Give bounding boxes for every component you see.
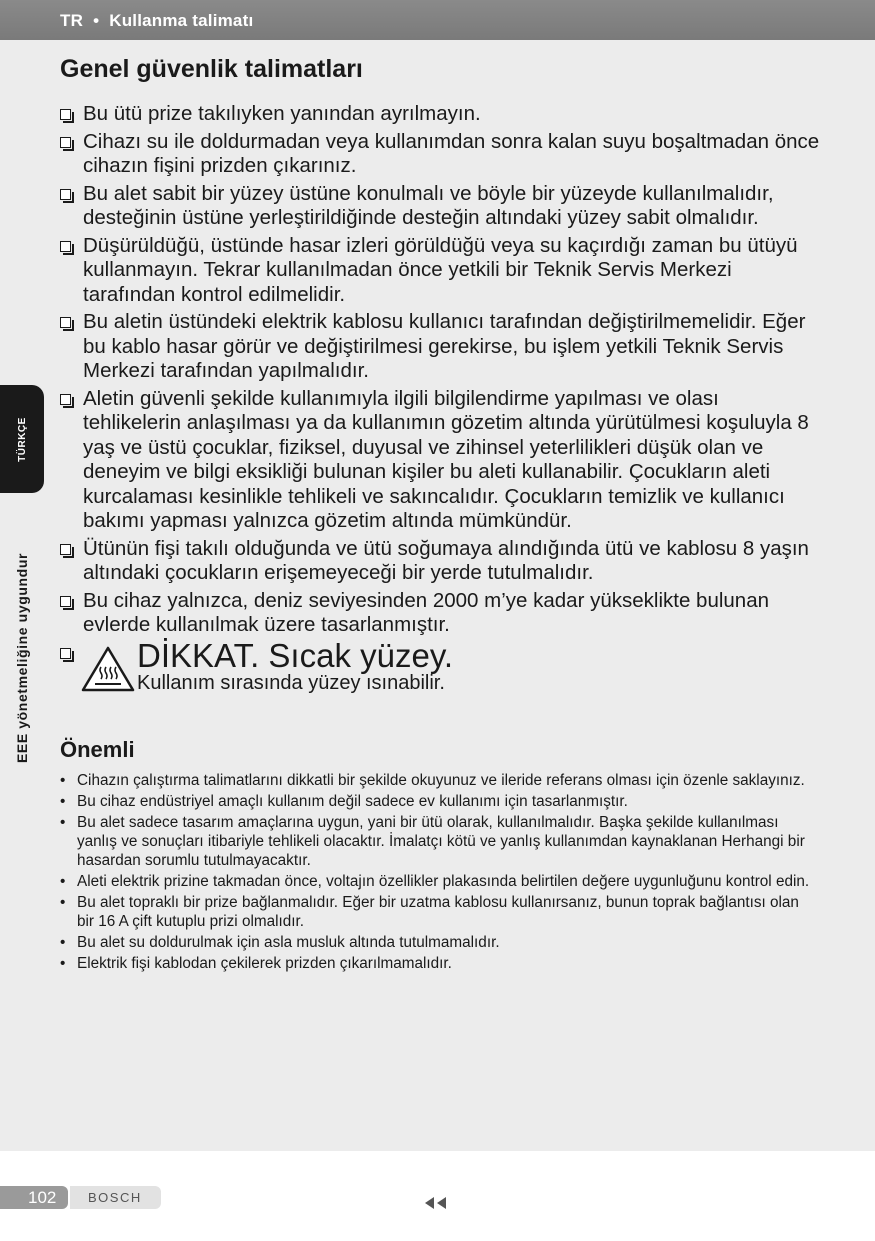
bullet: •: [60, 771, 66, 789]
important-note: [60, 872, 820, 891]
safety-rule: [60, 589, 820, 638]
safety-rule: [60, 310, 820, 384]
important-note-text: Bu alet su doldurulmak için asla musluk altında tutulmamalıdır.: [77, 933, 500, 951]
header-bar: [0, 0, 875, 40]
important-notes-list: [60, 771, 820, 973]
checkbox-bullet-icon: [60, 394, 71, 405]
safety-rule-text: Ütünün fişi takılı olduğunda ve ütü soğumaya alındığında ütü ve kablosu 8 yaşın altındaki çocukların erişemeyeceği bir yerde tutulmalıdır.: [83, 536, 809, 584]
safety-rule-text: Cihazı su ile doldurmadan veya kullanımdan sonra kalan suyu boşaltmadan önce cihazın fişini prizden çıkarınız.: [83, 129, 820, 177]
checkbox-bullet-icon: [60, 241, 71, 252]
important-note: [60, 792, 820, 811]
header-separator: •: [93, 11, 100, 30]
safety-rule: [60, 130, 820, 179]
side-compliance-text: [0, 520, 44, 795]
warning-text: Kullanım sırasında yüzey ısınabilir.: [137, 671, 445, 694]
checkbox-bullet-icon: [60, 109, 71, 120]
safety-rule-text: Bu alet sabit bir yüzey üstüne konulmalı ve böyle bir yüzeyde kullanılmalıdır, desteğinin üstüne yerleştirildiğinde desteğin altındaki yüzey sabit olmalıdır.: [83, 181, 774, 229]
main-content: [60, 55, 820, 975]
important-note: [60, 813, 820, 870]
safety-rule: [60, 234, 820, 308]
important-note: [60, 954, 820, 973]
language-tab: [0, 385, 44, 493]
important-note-text: Aleti elektrik prizine takmadan önce, voltajın özellikler plakasında belirtilen değere uygunluğunu kontrol edin.: [77, 872, 810, 890]
safety-rule-text: Bu aletin üstündeki elektrik kablosu kullanıcı tarafından değiştirilmemelidir. Eğer bu kablo hasar görür ve değiştirilmesi gerekirse, bu işlem yetkili Teknik Servis Merkezi tarafından yapılmalıdır.: [83, 310, 806, 382]
safety-rule: [60, 387, 820, 534]
safety-rule: [60, 537, 820, 586]
important-note: [60, 893, 820, 931]
compliance-label: EEE yönetmeliğine uygundur: [14, 552, 31, 763]
brand-label: BOSCH: [70, 1186, 161, 1209]
hot-surface-warning-icon: [80, 645, 136, 693]
warning-heading: DİKKAT. Sıcak yüzey.: [137, 636, 454, 674]
bullet: •: [60, 792, 66, 810]
bullet: •: [60, 872, 66, 890]
bullet: •: [60, 954, 66, 972]
double-left-arrow-icon[interactable]: [423, 1196, 449, 1210]
page-title: Genel güvenlik talimatları: [60, 55, 363, 83]
header-title: Kullanma talimatı: [109, 11, 254, 30]
important-note-text: Cihazın çalıştırma talimatlarını dikkatli bir şekilde okuyunuz ve ileride referans olması için özenle saklayınız.: [77, 771, 805, 789]
safety-rule-text: Aletin güvenli şekilde kullanımıyla ilgili bilgilendirme yapılması ve olası tehlikelerin anlaşılması ya da kullanımın gözetim altında yürütülmesi koşuluyla 8 yaş ve üstü çocuklar, fiziksel, duyusal ve zihinsel yeterlilikleri düşük olan ve deneyim ve bilgi eksikliği bulunan kişiler bu aleti kullanabilir. Çocukların aleti kurcalaması kesinlikle tehlikeli ve sakıncalıdır. Çocukların temizlik ve kullanıcı bakımı yapması yalnızca gözetim altında mümkündür.: [83, 386, 809, 532]
safety-rules-list: [60, 102, 820, 699]
important-note: [60, 771, 820, 790]
checkbox-bullet-icon: [60, 596, 71, 607]
important-note: [60, 933, 820, 952]
important-heading: Önemli: [60, 736, 135, 762]
safety-rule-text: Bu cihaz yalnızca, deniz seviyesinden 2000 m’ye kadar yükseklikte bulunan evlerde kullanılmak üzere tasarlanmıştır.: [83, 588, 769, 636]
important-note-text: Elektrik fişi kablodan çekilerek prizden çıkarılmamalıdır.: [77, 954, 452, 972]
checkbox-bullet-icon: [60, 544, 71, 555]
header-lang: TR: [60, 11, 84, 30]
safety-rule: [60, 182, 820, 231]
language-tab-label: TÜRKÇE: [16, 416, 28, 462]
safety-rule-text: Düşürüldüğü, üstünde hasar izleri görüldüğü veya su kaçırdığı zaman bu ütüyü kullanmayın. Tekrar kullanılmadan önce yetkili bir Teknik Servis Merkezi tarafından kontrol edilmelidir.: [83, 233, 798, 306]
checkbox-bullet-icon: [60, 648, 71, 659]
checkbox-bullet-icon: [60, 137, 71, 148]
safety-rule-text: Bu ütü prize takılıyken yanından ayrılmayın.: [83, 102, 481, 125]
important-note-text: Bu alet sadece tasarım amaçlarına uygun, yani bir ütü olarak, kullanılmalıdır. Başka şekilde kullanılması yanlış ve sonuçları itibariyle tehlikeli olacaktır. İmalatçı kötü ve yanlış kullanımdan kaynaklanan Herhangi bir hasardan sorumlu tutulmayacaktır.: [77, 813, 805, 869]
bullet: •: [60, 933, 66, 951]
bullet: •: [60, 893, 66, 911]
page-number: 102: [0, 1186, 68, 1209]
checkbox-bullet-icon: [60, 317, 71, 328]
important-note-text: Bu alet topraklı bir prize bağlanmalıdır. Eğer bir uzatma kablosu kullanırsanız, bunun toprak bağlantısı olan bir 16 A çift kutuplu prizi olmalıdır.: [77, 893, 799, 930]
bullet: •: [60, 813, 66, 831]
hot-surface-warning: [60, 636, 820, 699]
safety-rule: [60, 102, 820, 127]
important-note-text: Bu cihaz endüstriyel amaçlı kullanım değil sadece ev kullanımı için tasarlanmıştır.: [77, 792, 628, 810]
checkbox-bullet-icon: [60, 189, 71, 200]
